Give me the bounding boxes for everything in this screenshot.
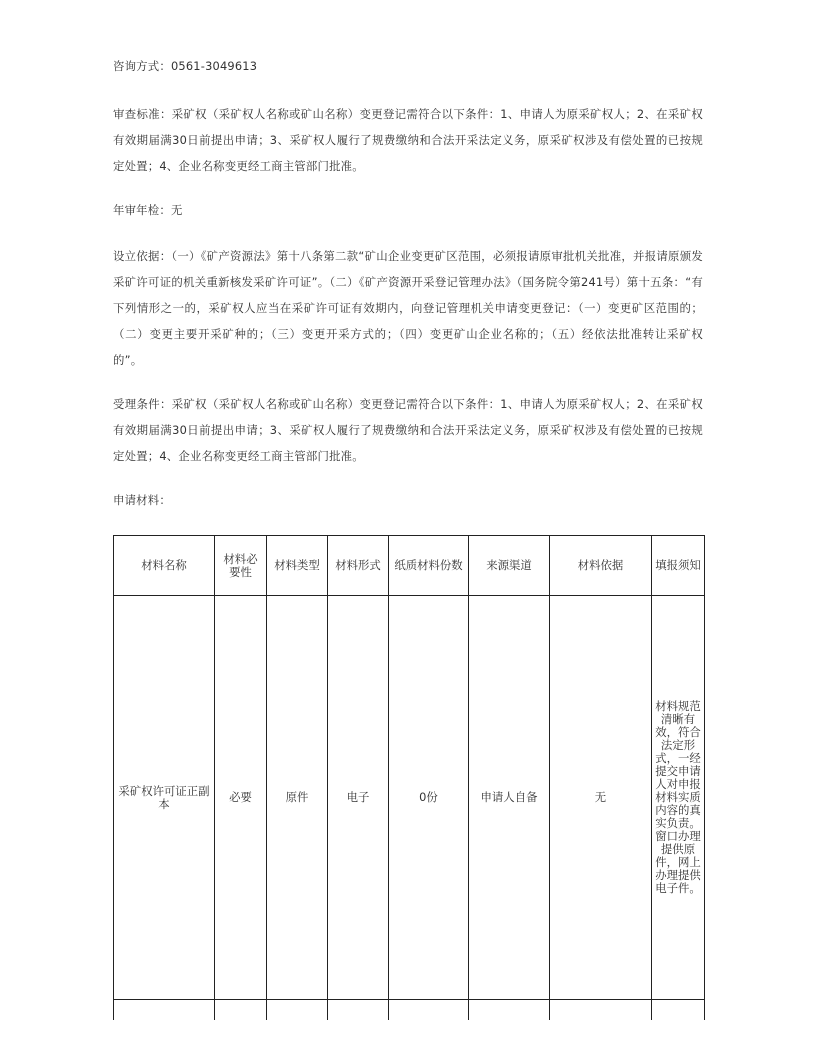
materials-heading: 申请材料： bbox=[113, 493, 171, 507]
annual-check-value: 无 bbox=[170, 203, 183, 217]
consult-phone: 0561-3049613 bbox=[170, 59, 258, 73]
consult-label: 咨询方式： bbox=[113, 59, 171, 73]
annual-check-label: 年审年检： bbox=[113, 203, 171, 217]
review-standard-paragraph bbox=[113, 101, 703, 179]
header-source: 来源渠道 bbox=[469, 536, 550, 596]
header-material-name: 材料名称 bbox=[114, 536, 215, 596]
materials-table bbox=[113, 535, 705, 1020]
annual-check-line bbox=[113, 197, 703, 223]
header-necessity: 材料必要性 bbox=[215, 536, 267, 596]
review-standard-text: 采矿权（采矿权人名称或矿山名称）变更登记需符合以下条件：1、申请人为原采矿权人；2、在采矿权有效期届满30日前提出申请；3、采矿权人履行了规费缴纳和合法开采法定义务，原采矿权涉及有偿处置的已按规定处置；4、企业名称变更经工商主管部门批准。 bbox=[113, 107, 703, 173]
stub-cell bbox=[389, 1000, 469, 1020]
acceptance-label: 受理条件： bbox=[113, 397, 172, 411]
stub-cell bbox=[550, 1000, 652, 1020]
stub-cell bbox=[328, 1000, 389, 1020]
stub-cell bbox=[267, 1000, 328, 1020]
table-row-continued bbox=[114, 1000, 705, 1020]
acceptance-paragraph bbox=[113, 391, 703, 469]
review-standard-label: 审查标准： bbox=[113, 107, 172, 121]
header-type: 材料类型 bbox=[267, 536, 328, 596]
header-basis: 材料依据 bbox=[550, 536, 652, 596]
cell-necessity: 必要 bbox=[215, 596, 267, 1000]
basis-label: 设立依据： bbox=[113, 249, 172, 263]
basis-text: （一）《矿产资源法》第十八条第二款“矿山企业变更矿区范围，必须报请原审批机关批准，并报请原颁发采矿许可证的机关重新核发采矿许可证”。（二）《矿产资源开采登记管理办法》（国务院令第241号）第十五条：“有下列情形之一的，采矿权人应当在采矿许可证有效期内，向登记管理机关申请变更登记：（一）变更矿区范围的；（二）变更主要开采矿种的；（三）变更开采方式的；（四）变更矿山企业名称的；（五）经依法批准转让采矿权的”。 bbox=[113, 249, 703, 367]
consult-line bbox=[113, 53, 703, 79]
table-row bbox=[114, 596, 705, 1000]
table-header-row bbox=[114, 536, 705, 596]
cell-notes: 材料规范清晰有效，符合法定形式，一经提交申请人对申报材料实质内容的真实负责。窗口办理提供原件，网上办理提供电子件。 bbox=[652, 596, 705, 1000]
cell-type: 原件 bbox=[267, 596, 328, 1000]
header-notes: 填报须知 bbox=[652, 536, 705, 596]
cell-basis: 无 bbox=[550, 596, 652, 1000]
cell-material-name: 采矿权许可证正副本 bbox=[114, 596, 215, 1000]
cell-paper-copies: 0份 bbox=[389, 596, 469, 1000]
header-form: 材料形式 bbox=[328, 536, 389, 596]
stub-cell bbox=[114, 1000, 215, 1020]
stub-cell bbox=[469, 1000, 550, 1020]
stub-cell bbox=[215, 1000, 267, 1020]
acceptance-text: 采矿权（采矿权人名称或矿山名称）变更登记需符合以下条件：1、申请人为原采矿权人；2、在采矿权有效期届满30日前提出申请；3、采矿权人履行了规费缴纳和合法开采法定义务，原采矿权涉及有偿处置的已按规定处置；4、企业名称变更经工商主管部门批准。 bbox=[113, 397, 703, 463]
stub-cell bbox=[652, 1000, 705, 1020]
header-paper-copies: 纸质材料份数 bbox=[389, 536, 469, 596]
basis-paragraph bbox=[113, 243, 703, 373]
cell-form: 电子 bbox=[328, 596, 389, 1000]
cell-source: 申请人自备 bbox=[469, 596, 550, 1000]
